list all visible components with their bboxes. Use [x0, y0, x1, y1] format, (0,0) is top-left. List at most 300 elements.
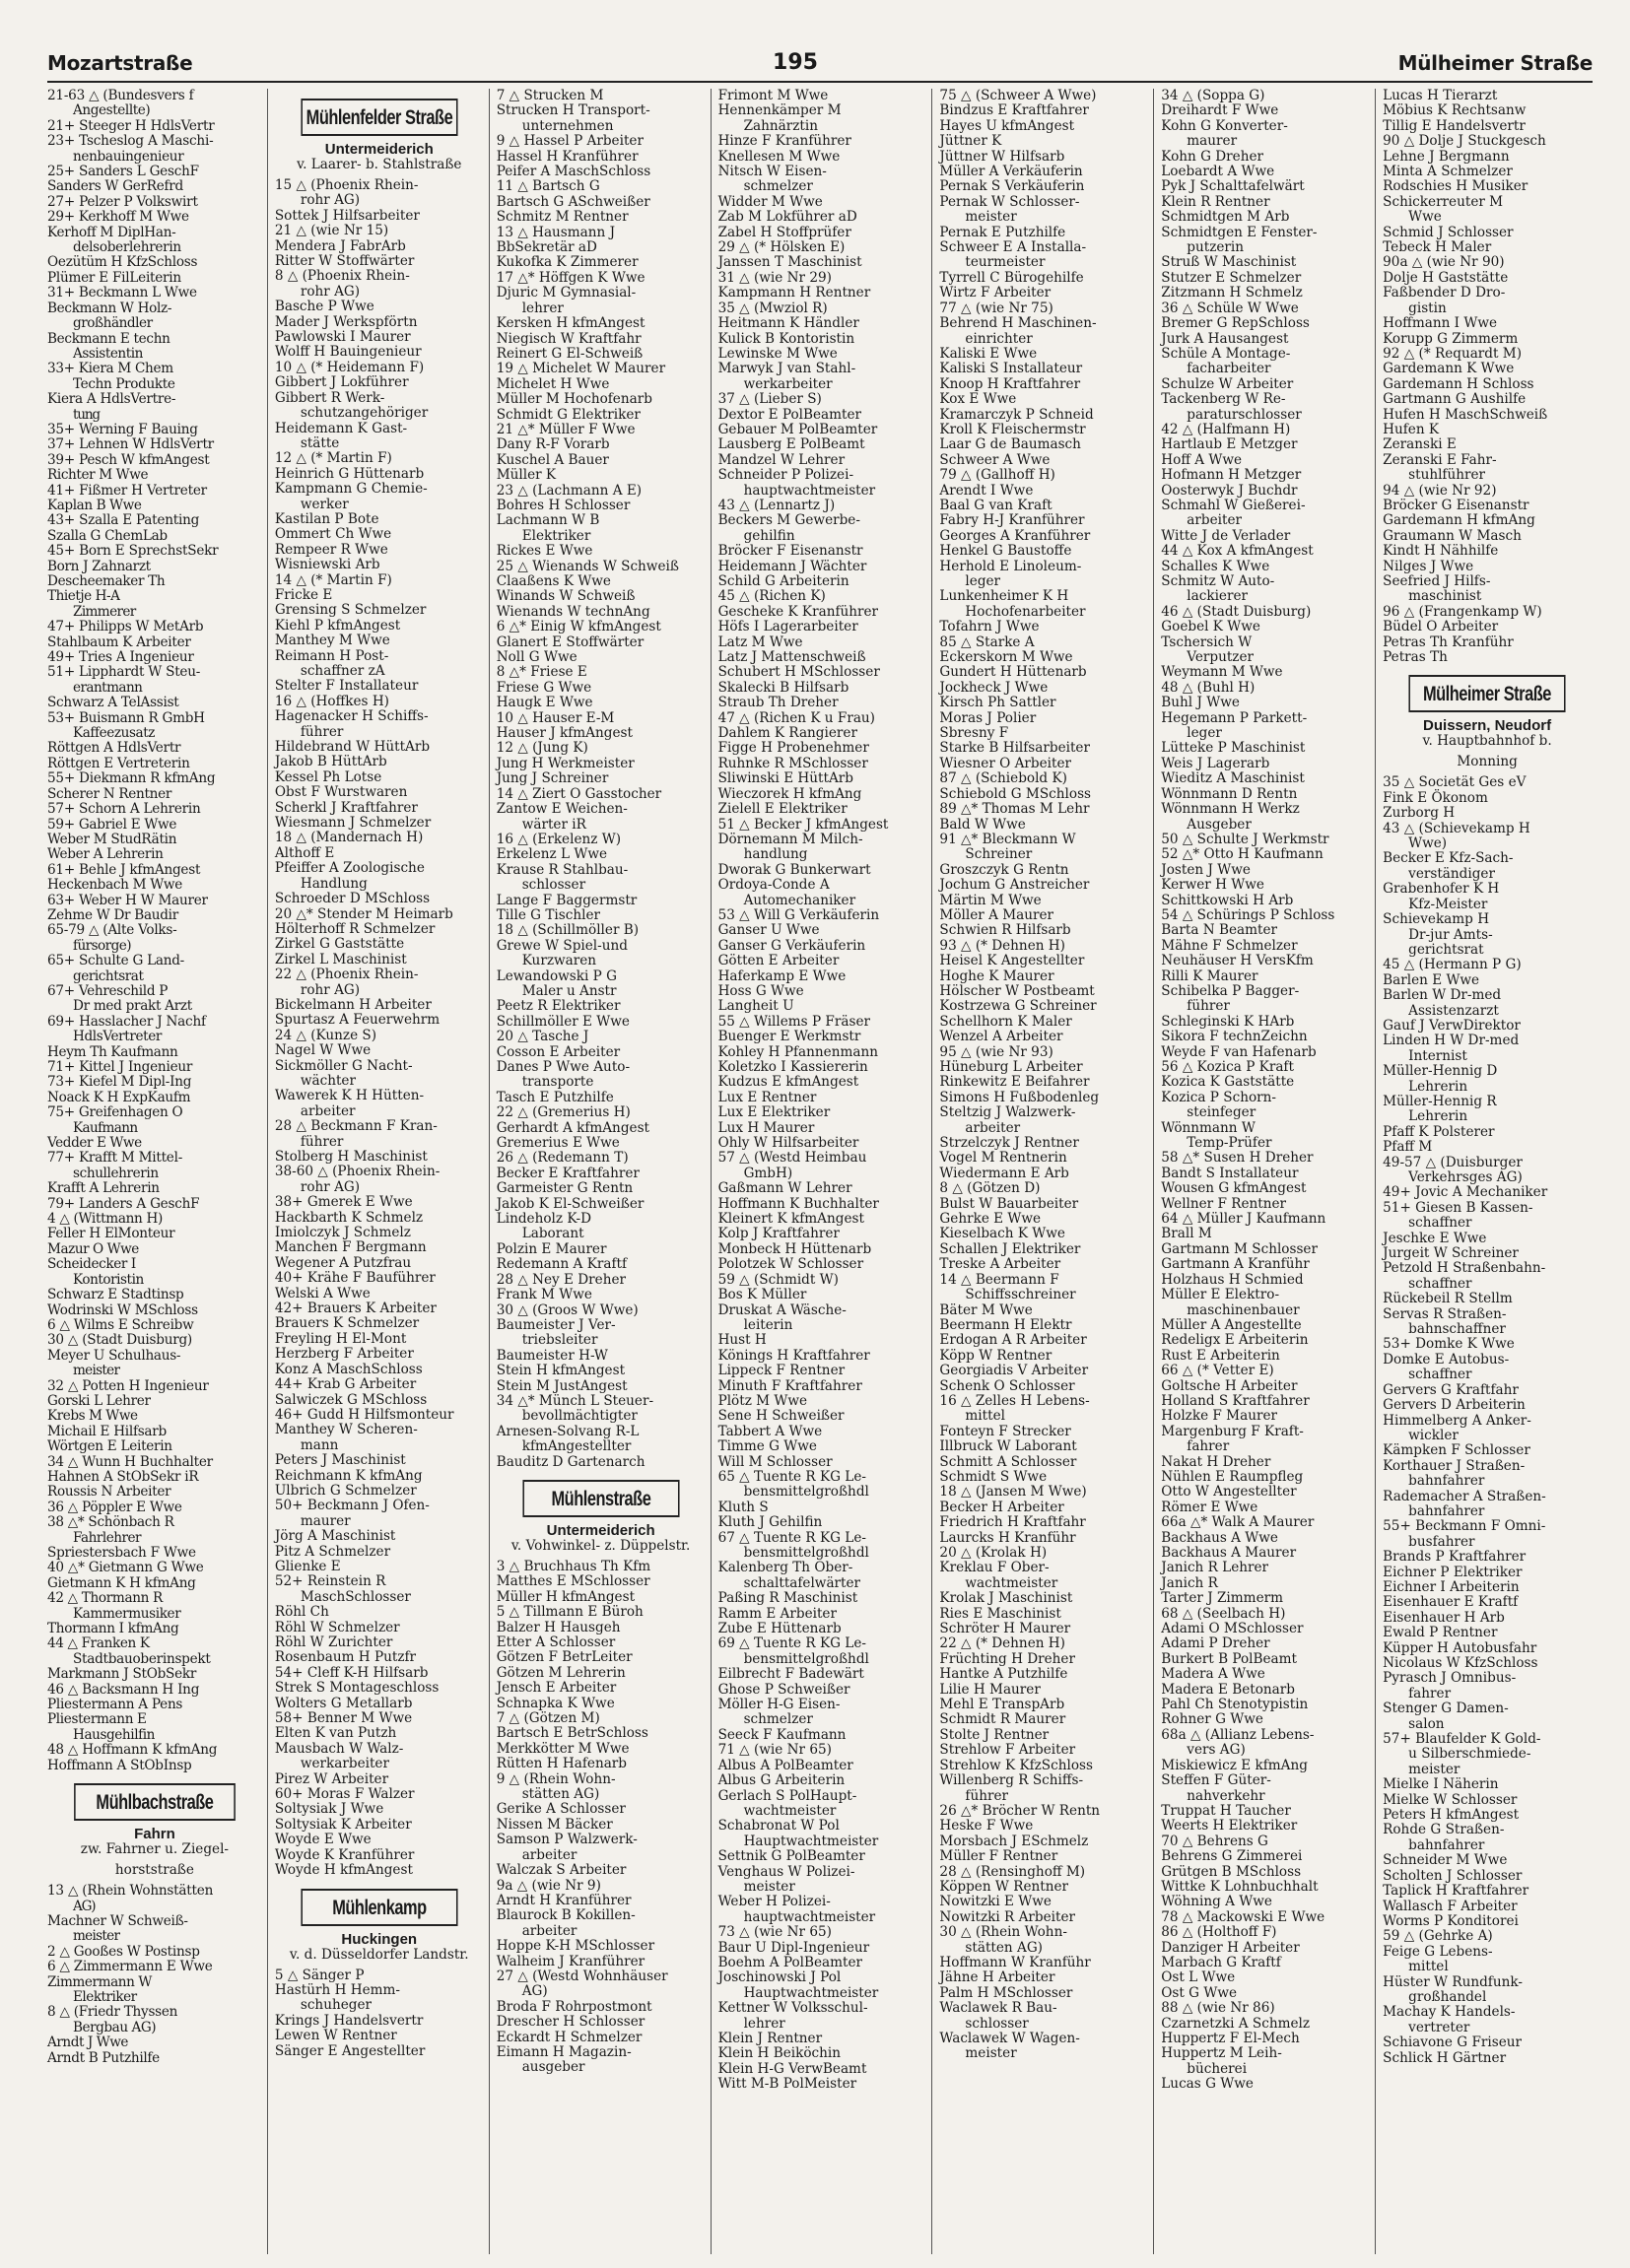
directory-entry: Czarnetzki A Schmelz: [1161, 2015, 1311, 2032]
directory-entry: Büdel O Arbeiter: [1383, 619, 1499, 635]
directory-entry: Schwarz A TelAssist: [47, 695, 179, 711]
directory-entry: Steffen F Güter-: [1161, 1772, 1271, 1789]
entry-continuation: stuhlführer: [1408, 467, 1486, 484]
directory-entry: Wawerek K H Hütten-: [274, 1088, 425, 1104]
directory-entry: Friedrich H Kraftfahr: [939, 1514, 1086, 1531]
directory-entry: Peters J Maschinist: [274, 1452, 406, 1469]
directory-entry: Schröter H Maurer: [939, 1621, 1071, 1637]
directory-entry: Kersken H kfmAngest: [496, 315, 645, 332]
directory-entry: 24 △ (Kunze S): [274, 1027, 377, 1043]
directory-entry: Ganser U Wwe: [717, 922, 820, 939]
entry-continuation: teurmeister: [965, 254, 1046, 271]
directory-entry: 18 △ (Mandernach H): [274, 830, 424, 846]
directory-entry: Michail E Hilfsarb: [47, 1423, 167, 1439]
directory-entry: Schroeder D MSchloss: [274, 891, 431, 907]
directory-entry: Heisel K Angestellter: [939, 953, 1085, 969]
directory-entry: Holzhaus H Schmied: [1161, 1271, 1304, 1288]
directory-entry: 42 △ (Halfmann H): [1161, 421, 1291, 437]
directory-entry: 26 △* Bröcher W Rentn: [939, 1802, 1101, 1819]
directory-entry: Arendt I Wwe: [939, 482, 1034, 499]
directory-entry: Holzke F Maurer: [1161, 1408, 1278, 1425]
directory-entry: Ulbrich G Schmelzer: [274, 1482, 417, 1499]
directory-entry: Hoghe K Maurer: [939, 967, 1054, 984]
directory-entry: Jung J Schreiner: [496, 770, 609, 787]
directory-entry: Tschersich W: [1161, 634, 1253, 650]
column-6: [1153, 89, 1375, 2254]
directory-entry: Albus G Arbeiterin: [717, 1772, 846, 1789]
entry-continuation: Schreiner: [965, 846, 1033, 863]
directory-entry: Wenzel A Arbeiter: [939, 1029, 1063, 1045]
directory-entry: 7 △ (Götzen M): [496, 1710, 600, 1727]
directory-entry: Basche P Wwe: [274, 299, 374, 315]
district-name: Huckingen: [341, 1930, 418, 1948]
directory-entry: Lachmann W B: [496, 512, 600, 529]
entry-continuation: schmelzer: [743, 1711, 813, 1728]
directory-entry: Müller A Verkäuferin: [939, 164, 1083, 180]
directory-entry: 55+ Diekmann R kfmAng: [47, 770, 216, 787]
directory-entry: 20 △* Stender M Heimarb: [274, 905, 453, 922]
directory-entry: Krebs M Wwe: [47, 1408, 138, 1425]
directory-entry: Madera E Betonarb: [1161, 1681, 1295, 1698]
directory-entry: Frank M Wwe: [496, 1287, 592, 1303]
directory-entry: Kulick B Kontoristin: [717, 330, 855, 347]
entry-continuation: rohr AG): [300, 283, 361, 300]
directory-entry: Struß W Maschinist: [1161, 254, 1297, 271]
directory-entry: Krolak J Maschinist: [939, 1590, 1073, 1607]
directory-entry: Huppertz M Leih-: [1161, 2045, 1282, 2062]
directory-entry: Winands W Schweiß: [496, 588, 636, 605]
directory-entry: Kämpken F Schlosser: [1383, 1442, 1530, 1459]
directory-entry: Feller H ElMonteur: [47, 1226, 175, 1242]
directory-entry: Heinrich G Hüttenarb: [274, 465, 425, 482]
directory-entry: Mausbach W Walz-: [274, 1740, 404, 1757]
directory-entry: Pirez W Arbeiter: [274, 1770, 389, 1787]
directory-entry: Kozica P Schorn-: [1161, 1089, 1276, 1105]
entry-continuation: Wwe): [1408, 835, 1448, 852]
directory-entry: Manchen F Bergmann: [274, 1239, 427, 1256]
entry-continuation: schuheger: [300, 1997, 372, 2014]
directory-entry: Arnesen-Solvang R-L: [496, 1423, 640, 1439]
directory-entry: Kox E Wwe: [939, 391, 1017, 408]
directory-entry: Röttgen A HdlsVertr: [47, 740, 181, 757]
directory-entry: Hinze F Kranführer: [717, 133, 851, 150]
directory-entry: Gibbert J Lokführer: [274, 374, 409, 391]
directory-entry: Henkel G Baustoffe: [939, 543, 1072, 560]
directory-entry: Lindeholz K-D: [496, 1211, 592, 1228]
directory-entry: Kuschel A Bauer: [496, 451, 609, 468]
entry-continuation: Techn Produkte: [73, 375, 175, 392]
directory-entry: Claaßens K Wwe: [496, 573, 611, 589]
page-header: [47, 45, 1593, 75]
directory-entry: Dreihardt F Wwe: [1161, 102, 1279, 119]
directory-entry: Sickmöller G Nacht-: [274, 1057, 413, 1074]
directory-entry: 8 △* Friese E: [496, 664, 587, 681]
directory-entry: Danziger H Arbeiter: [1161, 1939, 1300, 1956]
directory-entry: Loebardt A Wwe: [1161, 164, 1275, 180]
directory-entry: 31 △ (wie Nr 29): [717, 269, 832, 286]
directory-entry: 30 △ (Rhein Wohn-: [939, 1924, 1067, 1941]
entry-continuation: Assistentin: [73, 345, 143, 362]
directory-entry: Müller K: [496, 467, 557, 484]
directory-entry: Dany R-F Vorarb: [496, 436, 610, 453]
directory-entry: Zitzmann H Schmelz: [1161, 285, 1303, 301]
entry-continuation: Lehrerin: [1408, 1078, 1468, 1095]
district-name: Fahrn: [134, 1826, 175, 1843]
directory-entry: 14 △ (* Martin F): [274, 571, 392, 588]
directory-entry: 35+ Werning F Bauing: [47, 421, 198, 437]
directory-entry: 5 △ Tillmann E Büroh: [496, 1604, 644, 1621]
directory-entry: 90a △ (wie Nr 90): [1383, 254, 1505, 271]
directory-entry: 75 △ (Schweer A Wwe): [939, 89, 1097, 103]
directory-entry: Behrens G Zimmerei: [1161, 1848, 1303, 1865]
directory-entry: Knellesen M Wwe: [717, 148, 841, 165]
directory-entry: 14 △ Beermann F: [939, 1271, 1059, 1288]
directory-entry: Müller A Angestellte: [1161, 1316, 1302, 1333]
directory-entry: 90 △ Dolje J Stuckgesch: [1383, 133, 1546, 150]
directory-entry: Kramarczyk P Schneid: [939, 406, 1094, 423]
directory-entry: Paßing R Maschinist: [717, 1590, 858, 1607]
directory-entry: Schillmöller E Wwe: [496, 1013, 630, 1030]
directory-entry: Palm H MSchlosser: [939, 1984, 1073, 2001]
directory-entry: 35 △ (Mwziol R): [717, 300, 828, 316]
directory-entry: Oosterwyk J Buchdr: [1161, 482, 1298, 499]
directory-entry: Schmahl W Gießerei-: [1161, 497, 1306, 513]
directory-entry: Märtin M Wwe: [939, 892, 1042, 908]
entry-continuation: schalttafelwärter: [743, 1574, 861, 1591]
directory-entry: Madera A Wwe: [1161, 1666, 1265, 1683]
district-name: Untermeiderich: [546, 1521, 655, 1539]
entry-continuation: facharbeiter: [1187, 361, 1271, 377]
directory-entry: Kaplan B Wwe: [47, 497, 142, 513]
entry-continuation: hauptwachtmeister: [743, 482, 876, 499]
directory-entry: Manthey W Scheren-: [274, 1422, 418, 1438]
entry-continuation: Zimmerer: [73, 603, 136, 620]
entry-continuation: u Silberschmiede-: [1408, 1746, 1531, 1763]
directory-entry: Zantow E Weichen-: [496, 801, 628, 818]
directory-entry: Krause R Stahlbau-: [496, 861, 629, 878]
directory-entry: Seefried J Hilfs-: [1383, 573, 1491, 589]
directory-entry: Meyer U Schulhaus-: [47, 1347, 181, 1364]
directory-entry: Laar G de Baumasch: [939, 436, 1081, 453]
directory-entry: Haferkamp E Wwe: [717, 967, 847, 984]
directory-entry: 21 △ (wie Nr 15): [274, 223, 389, 239]
directory-entry: Müller-Hennig R: [1383, 1093, 1497, 1109]
entry-continuation: stätten AG): [965, 1939, 1043, 1956]
directory-entry: Baumeister H-W: [496, 1347, 608, 1364]
directory-entry: Bröcker F Eisenanstr: [717, 543, 863, 560]
directory-entry: Witt M-B PolMeister: [717, 2076, 857, 2093]
directory-entry: Gehrke E Wwe: [939, 1211, 1042, 1228]
entry-continuation: Dr-jur Amts-: [1408, 926, 1493, 943]
directory-entry: Mandzel W Lehrer: [717, 451, 846, 468]
directory-entry: 36 △ Schüle W Wwe: [1161, 300, 1299, 316]
directory-entry: Hoffmann W Kranführ: [939, 1954, 1091, 1970]
directory-entry: Zirkel L Maschinist: [274, 951, 407, 967]
directory-entry: Backhaus A Wwe: [1161, 1529, 1278, 1546]
entry-continuation: wachtmeister: [743, 1802, 837, 1819]
entry-continuation: wachtmeister: [965, 1574, 1058, 1591]
directory-entry: Dolje H Gaststätte: [1383, 269, 1509, 286]
directory-entry: Hoffmann I Wwe: [1383, 315, 1498, 332]
directory-entry: Machay K Handels-: [1383, 2004, 1516, 2021]
directory-entry: Becker E Kfz-Sach-: [1383, 850, 1514, 867]
directory-entry: Backhaus A Maurer: [1161, 1545, 1297, 1561]
directory-entry: Manthey M Wwe: [274, 633, 390, 649]
directory-entry: Noll G Wwe: [496, 649, 577, 666]
directory-entry: Stelter F Installateur: [274, 678, 419, 695]
directory-entry: 23+ Tscheslog A Maschi-: [47, 133, 214, 150]
entry-continuation: AG): [73, 1898, 96, 1914]
directory-entry: Markmann J StObSekr: [47, 1666, 197, 1683]
directory-entry: Georgiadis V Arbeiter: [939, 1363, 1089, 1379]
directory-entry: Bremer G RepSchloss: [1161, 315, 1310, 332]
directory-entry: Petras Th: [1383, 649, 1448, 666]
directory-entry: Wodrinski W MSchloss: [47, 1301, 198, 1318]
entry-continuation: Assistenzarzt: [1408, 1002, 1499, 1019]
directory-entry: Hoss G Wwe: [717, 982, 804, 999]
directory-entry: Hayes U kfmAngest: [939, 117, 1075, 134]
directory-entry: 93 △ (* Dehnen H): [939, 937, 1065, 954]
entry-continuation: bahnschaffner: [1408, 1321, 1506, 1338]
directory-entry: Woyde H kfmAngest: [274, 1862, 413, 1879]
directory-entry: 46 △ Backsmann H Ing: [47, 1681, 200, 1698]
directory-entry: 53+ Domke K Wwe: [1383, 1336, 1515, 1353]
directory-entry: 59+ Gabriel E Wwe: [47, 816, 177, 833]
directory-entry: 16 △ Zelles H Lebens-: [939, 1392, 1090, 1409]
district-name: Untermeiderich: [324, 141, 434, 158]
directory-entry: Kohn G Konverter-: [1161, 117, 1288, 134]
directory-entry: 49-57 △ (Duisburger: [1383, 1154, 1523, 1170]
directory-entry: Könings H Kraftfahrer: [717, 1347, 870, 1364]
entry-continuation: rohr AG): [300, 192, 361, 209]
directory-entry: 30 △ (Groos W Wwe): [496, 1301, 639, 1318]
directory-entry: Hahnen A StObSekr iR: [47, 1468, 199, 1485]
directory-entry: Brands P Kraftfahrer: [1383, 1549, 1527, 1566]
directory-entry: Stein H kfmAngest: [496, 1363, 626, 1379]
directory-entry: Weerts H Elektriker: [1161, 1818, 1298, 1834]
directory-entry: Ghose P Schweißer: [717, 1681, 850, 1698]
directory-entry: Freyling H El-Mont: [274, 1330, 407, 1347]
directory-entry: Wisniewski Arb: [274, 557, 380, 573]
directory-entry: 75+ Greifenhagen O: [47, 1104, 183, 1121]
directory-entry: Mielke I Näherin: [1383, 1776, 1499, 1793]
entry-continuation: Schiffsschreiner: [965, 1287, 1076, 1303]
directory-entry: 59 △ (Gehrke A): [1383, 1928, 1493, 1945]
directory-entry: 28 △ Beckmann F Kran-: [274, 1118, 438, 1135]
directory-entry: Jeschke E Wwe: [1383, 1230, 1487, 1246]
directory-entry: 50+ Beckmann J Ofen-: [274, 1498, 430, 1514]
directory-entry: Hastürh H Hemm-: [274, 1981, 401, 1998]
directory-entry: Etter A Schlosser: [496, 1634, 616, 1650]
directory-entry: Pahl Ch Stenotypistin: [1161, 1697, 1309, 1713]
directory-entry: 21-63 △ (Bundesvers f: [47, 89, 194, 103]
directory-entry: Jensch E Arbeiter: [496, 1680, 617, 1697]
entry-continuation: HdlsVertreter: [73, 1029, 163, 1045]
directory-entry: Kettner W Volksschul-: [717, 2000, 868, 2017]
directory-entry: Klein H-G VerwBeamt: [717, 2060, 867, 2077]
directory-entry: 38-60 △ (Phoenix Rhein-: [274, 1164, 441, 1180]
directory-entry: Buenger E Werkmstr: [717, 1029, 861, 1045]
directory-entry: Nowitzki R Arbeiter: [939, 1908, 1075, 1925]
directory-entry: Wousen G kfmAngest: [1161, 1180, 1307, 1197]
directory-entry: 42+ Brauers K Arbeiter: [274, 1301, 437, 1317]
directory-entry: Grewe W Spiel-und: [496, 937, 628, 954]
entry-continuation: MaschSchlosser: [300, 1588, 411, 1605]
street-heading: Mühlenstraße: [522, 1480, 679, 1517]
directory-entry: Schulze W Arbeiter: [1161, 375, 1294, 392]
directory-entry: Venghaus W Polizei-: [717, 1863, 855, 1880]
street-heading: Mülheimer Straße: [1409, 675, 1566, 712]
directory-entry: Koletzko I Kassiererin: [717, 1059, 868, 1075]
directory-entry: Simons H Fußbodenleg: [939, 1089, 1100, 1105]
directory-entry: Schmidt R Maurer: [939, 1711, 1066, 1728]
directory-entry: Lehne J Bergmann: [1383, 148, 1510, 165]
entry-continuation: schutzangehöriger: [300, 405, 429, 422]
entry-continuation: wärter iR: [521, 816, 586, 833]
directory-entry: Rinkewitz E Beifahrer: [939, 1074, 1090, 1091]
directory-entry: Arndt J Wwe: [47, 2035, 128, 2051]
directory-entry: Becker E Kraftfahrer: [496, 1165, 640, 1181]
entry-continuation: rohr AG): [300, 981, 361, 998]
directory-entry: Hoffmann A StObInsp: [47, 1757, 192, 1773]
directory-entry: Barlen E Wwe: [1383, 971, 1480, 988]
entry-continuation: schlosser: [965, 2015, 1029, 2032]
directory-entry: Walczak S Arbeiter: [496, 1862, 627, 1879]
directory-entry: 2 △ Gooßes W Postinsp: [47, 1943, 200, 1960]
directory-entry: 77+ Krafft M Mittel-: [47, 1150, 183, 1167]
directory-entry: Frimont M Wwe: [717, 89, 829, 103]
directory-entry: Janich R Lehrer: [1161, 1560, 1269, 1576]
directory-entry: Wiedermann E Arb: [939, 1165, 1069, 1181]
directory-entry: Schievekamp H: [1383, 911, 1490, 928]
directory-entry: 47+ Philipps W MetArb: [47, 619, 204, 635]
column-7: [1375, 89, 1596, 2254]
directory-entry: Fabry H-J Kranführer: [939, 512, 1085, 529]
directory-entry: Feige G Lebens-: [1383, 1943, 1493, 1960]
entry-continuation: fahrer: [1187, 1438, 1230, 1455]
directory-entry: Heym Th Kaufmann: [47, 1043, 178, 1060]
entry-continuation: leiterin: [743, 1316, 793, 1333]
directory-entry: 35 △ Societät Ges eV: [1383, 774, 1527, 791]
directory-entry: Schittkowski H Arb: [1161, 892, 1294, 908]
directory-entry: Baal G van Kraft: [939, 497, 1053, 513]
entry-continuation: Dr med prakt Arzt: [73, 998, 192, 1015]
directory-entry: Hildebrand W HüttArb: [274, 739, 431, 756]
directory-entry: 20 △ Tasche J: [496, 1029, 589, 1045]
directory-entry: Merkkötter M Wwe: [496, 1740, 630, 1757]
directory-entry: 70 △ Behrens G: [1161, 1833, 1268, 1849]
entry-continuation: stätten AG): [521, 1786, 600, 1803]
directory-entry: Rempeer R Wwe: [274, 541, 388, 558]
directory-entry: Waclawek R Bau-: [939, 2000, 1057, 2017]
directory-entry: 10 △ (* Heidemann F): [274, 359, 425, 375]
entry-continuation: gerichtsrat: [1408, 941, 1484, 958]
directory-entry: Hoffmann K Buchhalter: [717, 1195, 879, 1212]
entry-continuation: fürsorge): [73, 937, 131, 954]
directory-entry: Schweer E A Installa-: [939, 239, 1087, 256]
directory-entry: Althoff E: [274, 844, 335, 861]
directory-entry: Bulst W Bauarbeiter: [939, 1195, 1079, 1212]
directory-entry: Müller F Rentner: [939, 1848, 1058, 1865]
directory-entry: Röhl W Zurichter: [274, 1634, 393, 1650]
directory-entry: Gervers G Kraftfahr: [1383, 1381, 1519, 1398]
directory-entry: Gescheke K Kranführer: [717, 603, 879, 620]
directory-entry: 31+ Beckmann L Wwe: [47, 285, 197, 301]
directory-entry: 40 △* Gietmann G Wwe: [47, 1560, 204, 1576]
entry-continuation: meister: [73, 1928, 120, 1945]
directory-entry: 59 △ (Schmidt W): [717, 1271, 839, 1288]
entry-continuation: bahnfahrer: [1408, 1836, 1485, 1853]
directory-entry: Gietmann K H kfmAng: [47, 1574, 196, 1591]
directory-entry: Gundert H Hüttenarb: [939, 664, 1087, 681]
directory-entry: 54 △ Schürings P Schloss: [1161, 906, 1335, 923]
directory-entry: 69 △ Tuente R KG Le-: [717, 1635, 866, 1652]
directory-entry: Mähne F Schmelzer: [1161, 937, 1298, 954]
directory-entry: Römer E Wwe: [1161, 1499, 1258, 1515]
directory-entry: Steltzig J Walzwerk-: [939, 1104, 1076, 1121]
directory-entry: Himmelberg A Anker-: [1383, 1412, 1531, 1429]
directory-entry: Zielell E Elektriker: [717, 801, 848, 818]
directory-entry: Fink E Ökonom: [1383, 789, 1488, 806]
directory-entry: Strzelczyk J Rentner: [939, 1135, 1079, 1152]
directory-entry: Gauf J VerwDirektor: [1383, 1017, 1521, 1034]
directory-entry: 10 △ Hauser E-M: [496, 709, 615, 726]
directory-entry: Glanert E Stoffwärter: [496, 634, 645, 650]
directory-entry: Stolte J Rentner: [939, 1726, 1050, 1743]
directory-entry: 52+ Reinstein R: [274, 1573, 386, 1590]
directory-entry: Schmidtgen M Arb: [1161, 209, 1290, 226]
entry-continuation: Kfz-Meister: [1408, 896, 1488, 912]
directory-entry: Albus A PolBeamter: [717, 1757, 853, 1773]
directory-entry: Niegisch W Kraftfahr: [496, 330, 642, 347]
directory-entry: Brauers K Schmelzer: [274, 1315, 420, 1332]
directory-entry: 23 △ (Lachmann A E): [496, 482, 643, 499]
directory-entry: Bäter M Wwe: [939, 1301, 1033, 1318]
directory-entry: Weyde F van Hafenarb: [1161, 1043, 1317, 1060]
directory-entry: Schellhorn K Maler: [939, 1013, 1072, 1030]
directory-entry: Kerhoff M DiplHan-: [47, 224, 176, 240]
directory-entry: Tyrrell C Bürogehilfe: [939, 269, 1084, 286]
directory-entry: 64 △ Müller J Kaufmann: [1161, 1211, 1326, 1228]
directory-entry: Scherer N Rentner: [47, 785, 172, 802]
directory-entry: Hölscher W Postbeamt: [939, 982, 1095, 999]
directory-entry: Jung H Werkmeister: [496, 755, 635, 771]
directory-entry: Polotzek W Schlosser: [717, 1256, 864, 1273]
directory-entry: Witte J de Verlader: [1161, 527, 1291, 544]
directory-entry: 22 △ (Gremerius H): [496, 1104, 631, 1121]
directory-entry: Müller E Elektro-: [1161, 1287, 1280, 1303]
directory-entry: Hufen H MaschSchweiß: [1383, 406, 1548, 423]
directory-entry: Lux E Elektriker: [717, 1104, 831, 1121]
entry-continuation: meister: [73, 1363, 120, 1379]
entry-continuation: schaffner: [1408, 1215, 1472, 1232]
directory-entry: Pyrasch J Omnibus-: [1383, 1670, 1517, 1687]
directory-entry: Gartmann G Aushilfe: [1383, 391, 1527, 408]
directory-entry: Weber M StudRätin: [47, 831, 177, 847]
directory-entry: Hassel H Kranführer: [496, 148, 639, 165]
directory-entry: 29+ Kerkhoff M Wwe: [47, 209, 189, 226]
directory-entry: Höfs I Lagerarbeiter: [717, 619, 858, 635]
directory-entry: Gartmann A Kranführ: [1161, 1256, 1310, 1273]
directory-entry: Walheim J Kranführer: [496, 1953, 645, 1969]
directory-entry: Willenberg R Schiffs-: [939, 1772, 1084, 1789]
directory-entry: Kirsch Ph Sattler: [939, 695, 1056, 711]
directory-entry: 18 △ (Jansen M Wwe): [939, 1484, 1087, 1501]
directory-entry: Rückebeil R Stellm: [1383, 1291, 1513, 1307]
entry-continuation: schullehrerin: [73, 1165, 159, 1181]
entry-continuation: Angestellte): [73, 102, 151, 119]
directory-entry: Mendera J FabrArb: [274, 237, 406, 254]
